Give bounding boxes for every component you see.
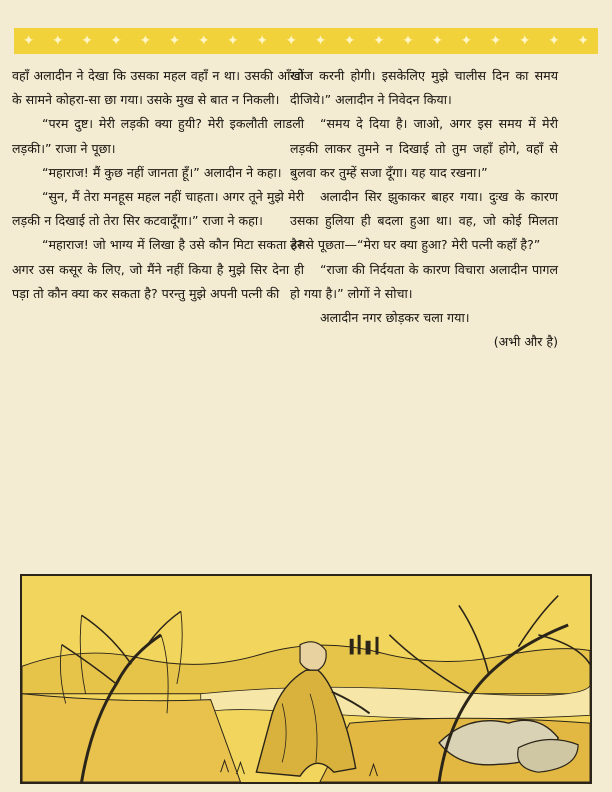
- star-ornament-icon: ✦: [460, 33, 473, 49]
- star-ornament-icon: ✦: [343, 33, 356, 49]
- star-ornament-icon: ✦: [489, 33, 502, 49]
- paragraph: खोज करनी होगी। इसकेलिए मुझे चालीस दिन का समय दीजिये।” अलादीन ने निवेदन किया।: [290, 68, 558, 108]
- star-ornament-icon: ✦: [372, 33, 385, 49]
- star-ornament-icon: ✦: [548, 33, 560, 49]
- story-illustration: [20, 574, 592, 784]
- star-ornament-icon: ✦: [285, 33, 298, 49]
- story-column-left: [12, 64, 304, 306]
- paragraph: “समय दे दिया है। जाओ, अगर इस समय में मेरी लड़की लाकर तुमने न दिखाई तो तुम जहाँ होगे, वहाँ से बुलवा कर तुम्हें सजा दूँगा। यह याद रखना।”: [290, 116, 558, 180]
- star-ornament-icon: ✦: [314, 33, 327, 49]
- star-ornament-icon: ✦: [51, 33, 64, 49]
- star-ornament-icon: ✦: [197, 33, 210, 49]
- decorative-header-band: [14, 28, 598, 54]
- story-column-right: [290, 64, 558, 354]
- paragraph: “राजा की निर्दयता के कारण विचारा अलादीन पागल हो गया है।” लोगों ने सोचा।: [290, 261, 558, 301]
- star-ornament-icon: ✦: [168, 33, 181, 49]
- paragraph: अलादीन नगर छोड़कर चला गया।: [320, 310, 470, 326]
- paragraph: वहाँ अलादीन ने देखा कि उसका महल वहाँ न था। उसकी आँखों के सामने कोहरा-सा छा गया। उसके मुख से बात न निकली।: [12, 68, 304, 108]
- star-ornament-icon: ✦: [256, 33, 268, 49]
- paragraph: “महाराज! मैं कुछ नहीं जानता हूँ।” अलादीन ने कहा।: [42, 164, 282, 180]
- wandering-man-illustration: [22, 576, 590, 782]
- star-ornament-icon: ✦: [139, 33, 152, 49]
- paragraph: “परम दुष्ट। मेरी लड़की क्या हुयी? मेरी इकलौती लाडली लड़की।” राजा ने पूछा।: [12, 116, 304, 156]
- paragraph: “सुन, मैं तेरा मनहूस महल नहीं चाहता। अगर तूने मुझे मेरी लड़की न दिखाई तो तेरा सिर कटवादूँगा।” राजा ने कहा।: [12, 189, 304, 229]
- continued-note: (अभी और है): [493, 334, 558, 350]
- paragraph: “महाराज! जो भाग्य में लिखा है उसे कौन मिटा सकता है? अगर उस कसूर के लिए, जो मैंने नहीं किया है मुझे सिर देना ही पड़ा तो कौन क्या कर सकता है? परन्तु मुझे अपनी पत्नी की: [12, 237, 304, 301]
- star-ornament-icon: ✦: [518, 33, 531, 49]
- paragraph: अलादीन सिर झुकाकर बाहर गया। दुःख के कारण उसका हुलिया ही बदला हुआ था। वह, जो कोई मिलता उससे पूछता—“मेरा घर क्या हुआ? मेरी पत्नी कहाँ है?”: [290, 189, 558, 253]
- star-ornament-icon: ✦: [227, 33, 239, 49]
- star-ornament-icon: ✦: [577, 33, 590, 49]
- star-ornament-icon: ✦: [22, 33, 35, 49]
- star-ornament-icon: ✦: [110, 33, 123, 49]
- star-ornament-icon: ✦: [431, 33, 444, 49]
- star-ornament-icon: ✦: [81, 33, 93, 49]
- star-ornament-icon: ✦: [402, 33, 414, 49]
